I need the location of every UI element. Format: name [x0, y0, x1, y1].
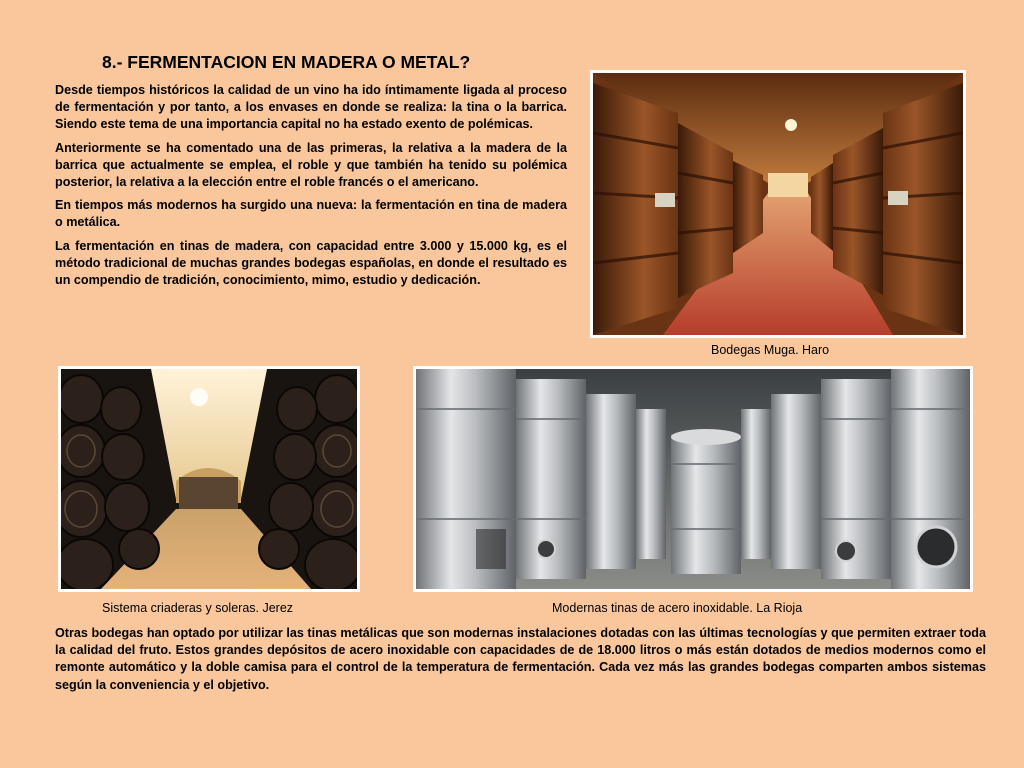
barrel-stacks-illustration: [61, 369, 357, 589]
paragraph-2: Anteriormente se ha comentado una de las primeras, la relativa a la madera de la barrica que actualmente se emplea, el roble y que también ha tenido su polémica posterior, la relativa a la elección entre el roble francés o el americano.: [55, 140, 567, 190]
paragraph-4: La fermentación en tinas de madera, con capacidad entre 3.000 y 15.000 kg, es el método tradicional de muchas grandes bodegas españolas, en donde el resultado es un compendio de tradición, conocimiento, mimo, estudio y dedicación.: [55, 238, 567, 288]
closing-text: Otras bodegas han optado por utilizar las tinas metálicas que son modernas instalaciones dotadas con las últimas tecnologías y que permiten extraer toda la calidad del fruto. Estos grandes depósitos de acero inoxidable con capacidades de de 18.000 litros o más están dotados de medios modernos como el remonte automático y la doble camisa para el control de la temperatura de fermentación. Cada vez más las grandes bodegas comparten ambos sistemas según la conveniencia y el objetivo.: [55, 626, 986, 692]
caption-jerez: Sistema criaderas y soleras. Jerez: [102, 601, 294, 615]
wooden-vats-illustration: [593, 73, 963, 335]
caption-rioja: Modernas tinas de acero inoxidable. La Rioja: [552, 601, 803, 615]
page-title: 8.- FERMENTACION EN MADERA O METAL?: [102, 52, 471, 72]
photo-rioja-tanks: [413, 366, 973, 592]
caption-muga: Bodegas Muga. Haro: [711, 343, 830, 357]
paragraph-1: Desde tiempos históricos la calidad de un vino ha ido íntimamente ligada al proceso de fermentación y por tanto, a los envases en donde se realiza: la tina o la barrica. Siendo este tema de una importancia capital no ha estado exento de polémicas.: [55, 83, 567, 132]
paragraph-3: En tiempos más modernos ha surgido una nueva: la fermentación en tina de madera o metálica.: [55, 198, 567, 230]
photo-jerez-barrels: [58, 366, 360, 592]
photo-muga-vats: [590, 70, 966, 338]
intro-text: [55, 82, 567, 295]
steel-tanks-illustration: [416, 369, 970, 589]
